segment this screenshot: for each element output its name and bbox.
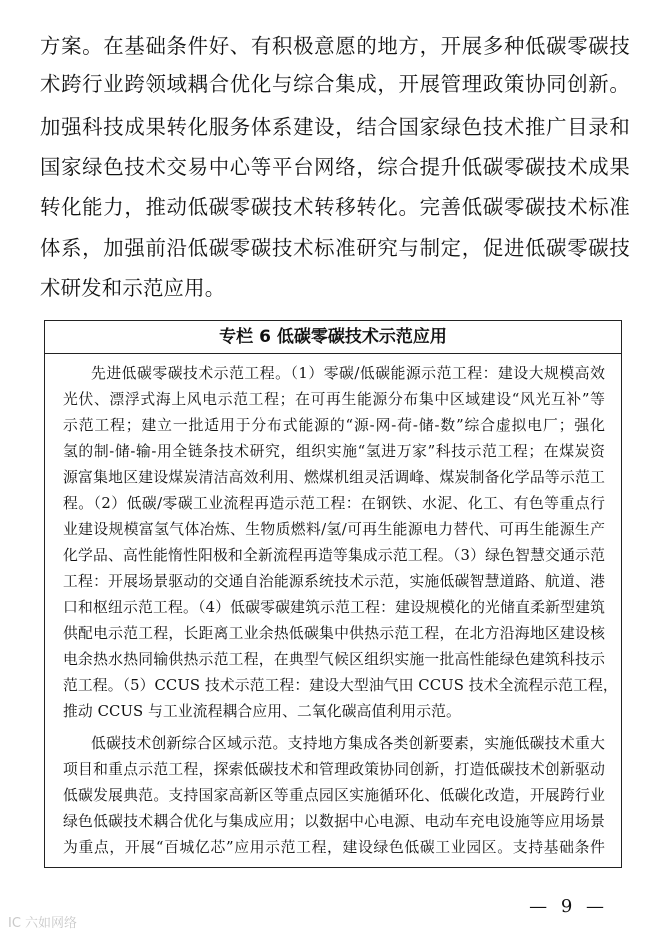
box-text-line: 化学品、高性能惰性阳极和全新流程再造等集成示范工程。（3）绿色智慧交通示范: [63, 547, 605, 564]
box-text-line: 示范工程；建立一批适用于分布式能源的“源-网-荷-储-数”综合虚拟电厂；强化: [63, 417, 605, 434]
main-text-line: 术跨行业跨领域耦合优化与综合集成，开展管理政策协同创新。: [40, 72, 630, 96]
box-text-line: 口和枢纽示范工程。（4）低碳零碳建筑示范工程：建设规模化的光储直柔新型建筑: [63, 599, 605, 616]
box-text-line: 氢的制-储-输-用全链条技术研究，组织实施“氢进万家”科技示范工程；在煤炭资: [63, 443, 605, 460]
box-text-line: 光伏、漂浮式海上风电示范工程；在可再生能源分布集中区域建设“风光互补”等: [63, 391, 605, 408]
main-text-line: 体系，加强前沿低碳零碳技术标准研究与制定，促进低碳零碳技: [40, 236, 630, 260]
box-text-line: 低碳技术创新综合区域示范。支持地方集成各类创新要素，实施低碳技术重大: [91, 735, 605, 752]
box-text-line: 业建设规模富氢气体冶炼、生物质燃料/氢/可再生能源电力替代、可再生能源生产: [63, 521, 605, 538]
feature-box: [44, 320, 622, 868]
main-text-line: 加强科技成果转化服务体系建设，结合国家绿色技术推广目录和: [40, 115, 630, 139]
box-text-line: 绿色低碳技术耦合优化与集成应用；以数据中心电源、电动车充电设施等应用场景: [63, 813, 605, 830]
main-text-line: 方案。在基础条件好、有积极意愿的地方，开展多种低碳零碳技: [40, 34, 630, 58]
box-text-line: 供配电示范工程，长距离工业余热低碳集中供热示范工程，在北方沿海地区建设核: [63, 625, 605, 642]
box-text-line: 源富集地区建设煤炭清洁高效利用、燃煤机组灵活调峰、煤炭制备化学品等示范工: [63, 469, 605, 486]
box-text-line: 项目和重点示范工程，探索低碳技术和管理政策协同创新，打造低碳技术创新驱动: [63, 761, 605, 778]
box-text-line: 范工程。（5）CCUS 技术示范工程：建设大型油气田 CCUS 技术全流程示范工程，: [63, 677, 618, 694]
main-text-line: 国家绿色技术交易中心等平台网络，综合提升低碳零碳技术成果: [40, 155, 630, 179]
main-text-line: 术研发和示范应用。: [40, 276, 226, 300]
box-text-line: 工程：开展场景驱动的交通自治能源系统技术示范，实施低碳智慧道路、航道、港: [63, 573, 605, 590]
box-text-line: 推动 CCUS 与工业流程耦合应用、二氧化碳高值利用示范。: [63, 703, 461, 720]
box-title: 专栏 6 低碳零碳技术示范应用: [45, 321, 621, 354]
page-number: — 9 —: [529, 896, 608, 917]
box-text-line: 低碳发展典范。支持国家高新区等重点园区实施循环化、低碳化改造，开展跨行业: [63, 787, 605, 804]
watermark: IC 六如网络: [8, 916, 78, 931]
main-text-line: 转化能力，推动低碳零碳技术转移转化。完善低碳零碳技术标准: [40, 195, 630, 219]
box-text-line: 先进低碳零碳技术示范工程。（1）零碳/低碳能源示范工程：建设大规模高效: [91, 365, 605, 382]
box-text-line: 程。（2）低碳/零碳工业流程再造示范工程：在钢铁、水泥、化工、有色等重点行: [63, 495, 605, 512]
box-text-line: 为重点，开展“百城亿芯”应用示范工程，建设绿色低碳工业园区。支持基础条件: [63, 839, 605, 856]
box-text-line: 电余热水热同输供热示范工程，在典型气候区组织实施一批高性能绿色建筑科技示: [63, 651, 605, 668]
